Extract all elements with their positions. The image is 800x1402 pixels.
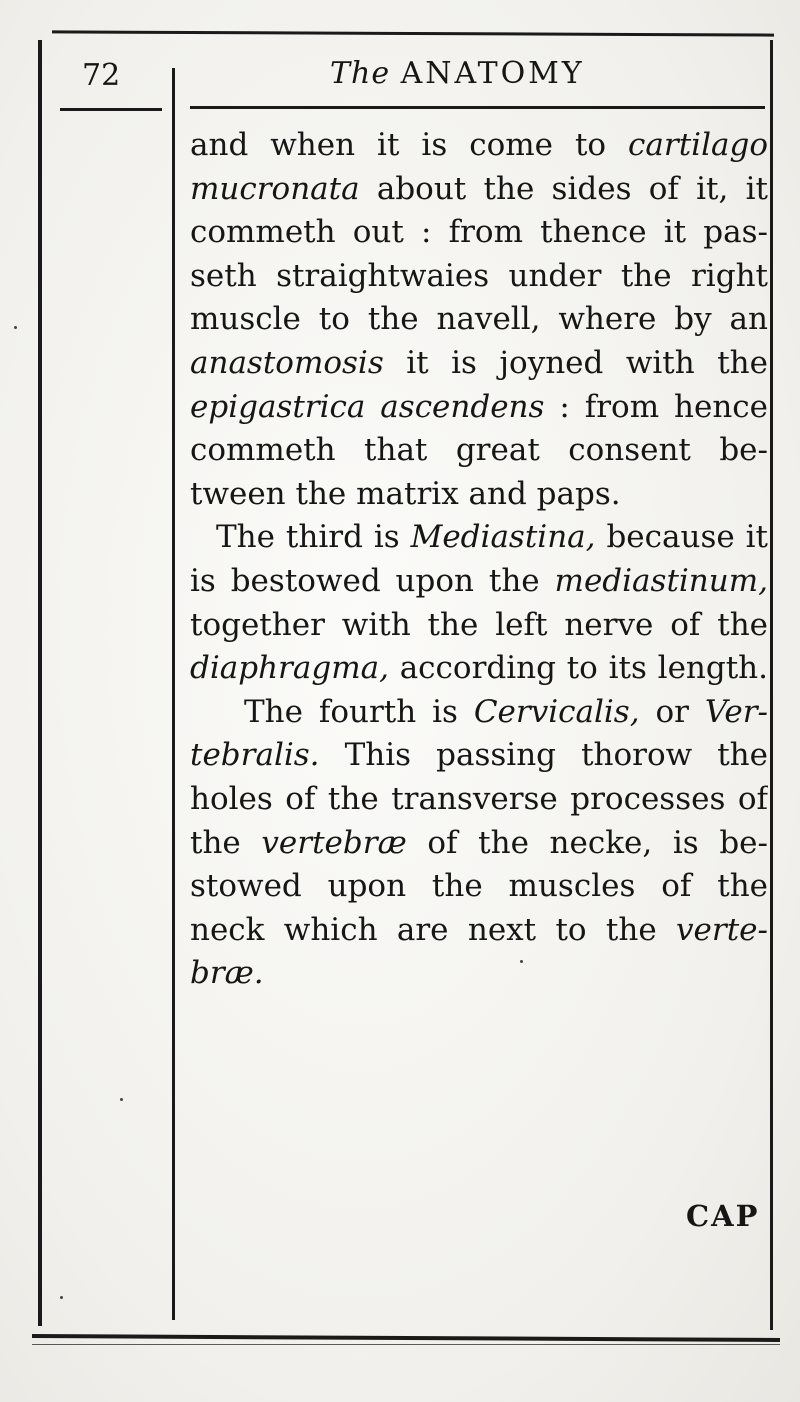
running-head-anatomy: ANATOMY bbox=[400, 56, 585, 91]
margin-divider-rule bbox=[172, 68, 175, 1320]
running-head-the: The bbox=[330, 56, 391, 91]
text-line: epigastrica ascendens : from hence bbox=[190, 388, 768, 425]
left-outer-border-rule bbox=[38, 40, 42, 1326]
ink-speck bbox=[120, 1098, 123, 1101]
text-line: and when it is come to cartilago bbox=[190, 127, 768, 163]
page-number: 72 bbox=[82, 58, 121, 93]
text-line: is bestowed upon the mediastinum, bbox=[190, 562, 768, 599]
text-line: together with the left nerve of the bbox=[190, 606, 768, 643]
text-line: tween the matrix and paps. bbox=[190, 475, 621, 512]
text-line: the vertebræ of the necke, is be- bbox=[190, 824, 768, 861]
text-line: mucronata about the sides of it, it bbox=[190, 170, 768, 207]
text-line: neck which are next to the verte- bbox=[190, 911, 768, 948]
text-line: bræ. bbox=[190, 955, 264, 992]
text-line: stowed upon the muscles of the bbox=[190, 868, 768, 905]
ink-speck bbox=[14, 326, 17, 329]
text-line: seth straightwaies under the right bbox=[190, 257, 768, 294]
body-text bbox=[190, 124, 768, 996]
text-line: diaphragma, according to its length. bbox=[190, 650, 768, 687]
bottom-border-hairline bbox=[32, 1344, 780, 1345]
text-line: The fourth is Cervicalis, or Ver- bbox=[244, 693, 768, 730]
ink-speck bbox=[60, 1296, 63, 1299]
text-line: commeth that great consent be- bbox=[190, 432, 768, 469]
running-head bbox=[330, 54, 585, 94]
catchword: CAP bbox=[686, 1199, 760, 1233]
text-line: anastomosis it is joyned with the bbox=[190, 344, 768, 381]
text-line: holes of the transverse processes of bbox=[190, 780, 768, 817]
top-border-rule bbox=[52, 30, 774, 36]
text-line: The third is Mediastina, because it bbox=[216, 519, 768, 556]
text-line: tebralis. This passing thorow the bbox=[190, 737, 768, 774]
header-rule-text bbox=[190, 106, 765, 109]
text-line: commeth out : from thence it pas- bbox=[190, 214, 768, 251]
header-rule-margin bbox=[60, 108, 162, 111]
ink-speck bbox=[520, 960, 523, 963]
right-border-rule bbox=[770, 40, 773, 1330]
bottom-border-rule bbox=[32, 1334, 780, 1342]
text-line: muscle to the navell, where by an bbox=[190, 301, 768, 338]
